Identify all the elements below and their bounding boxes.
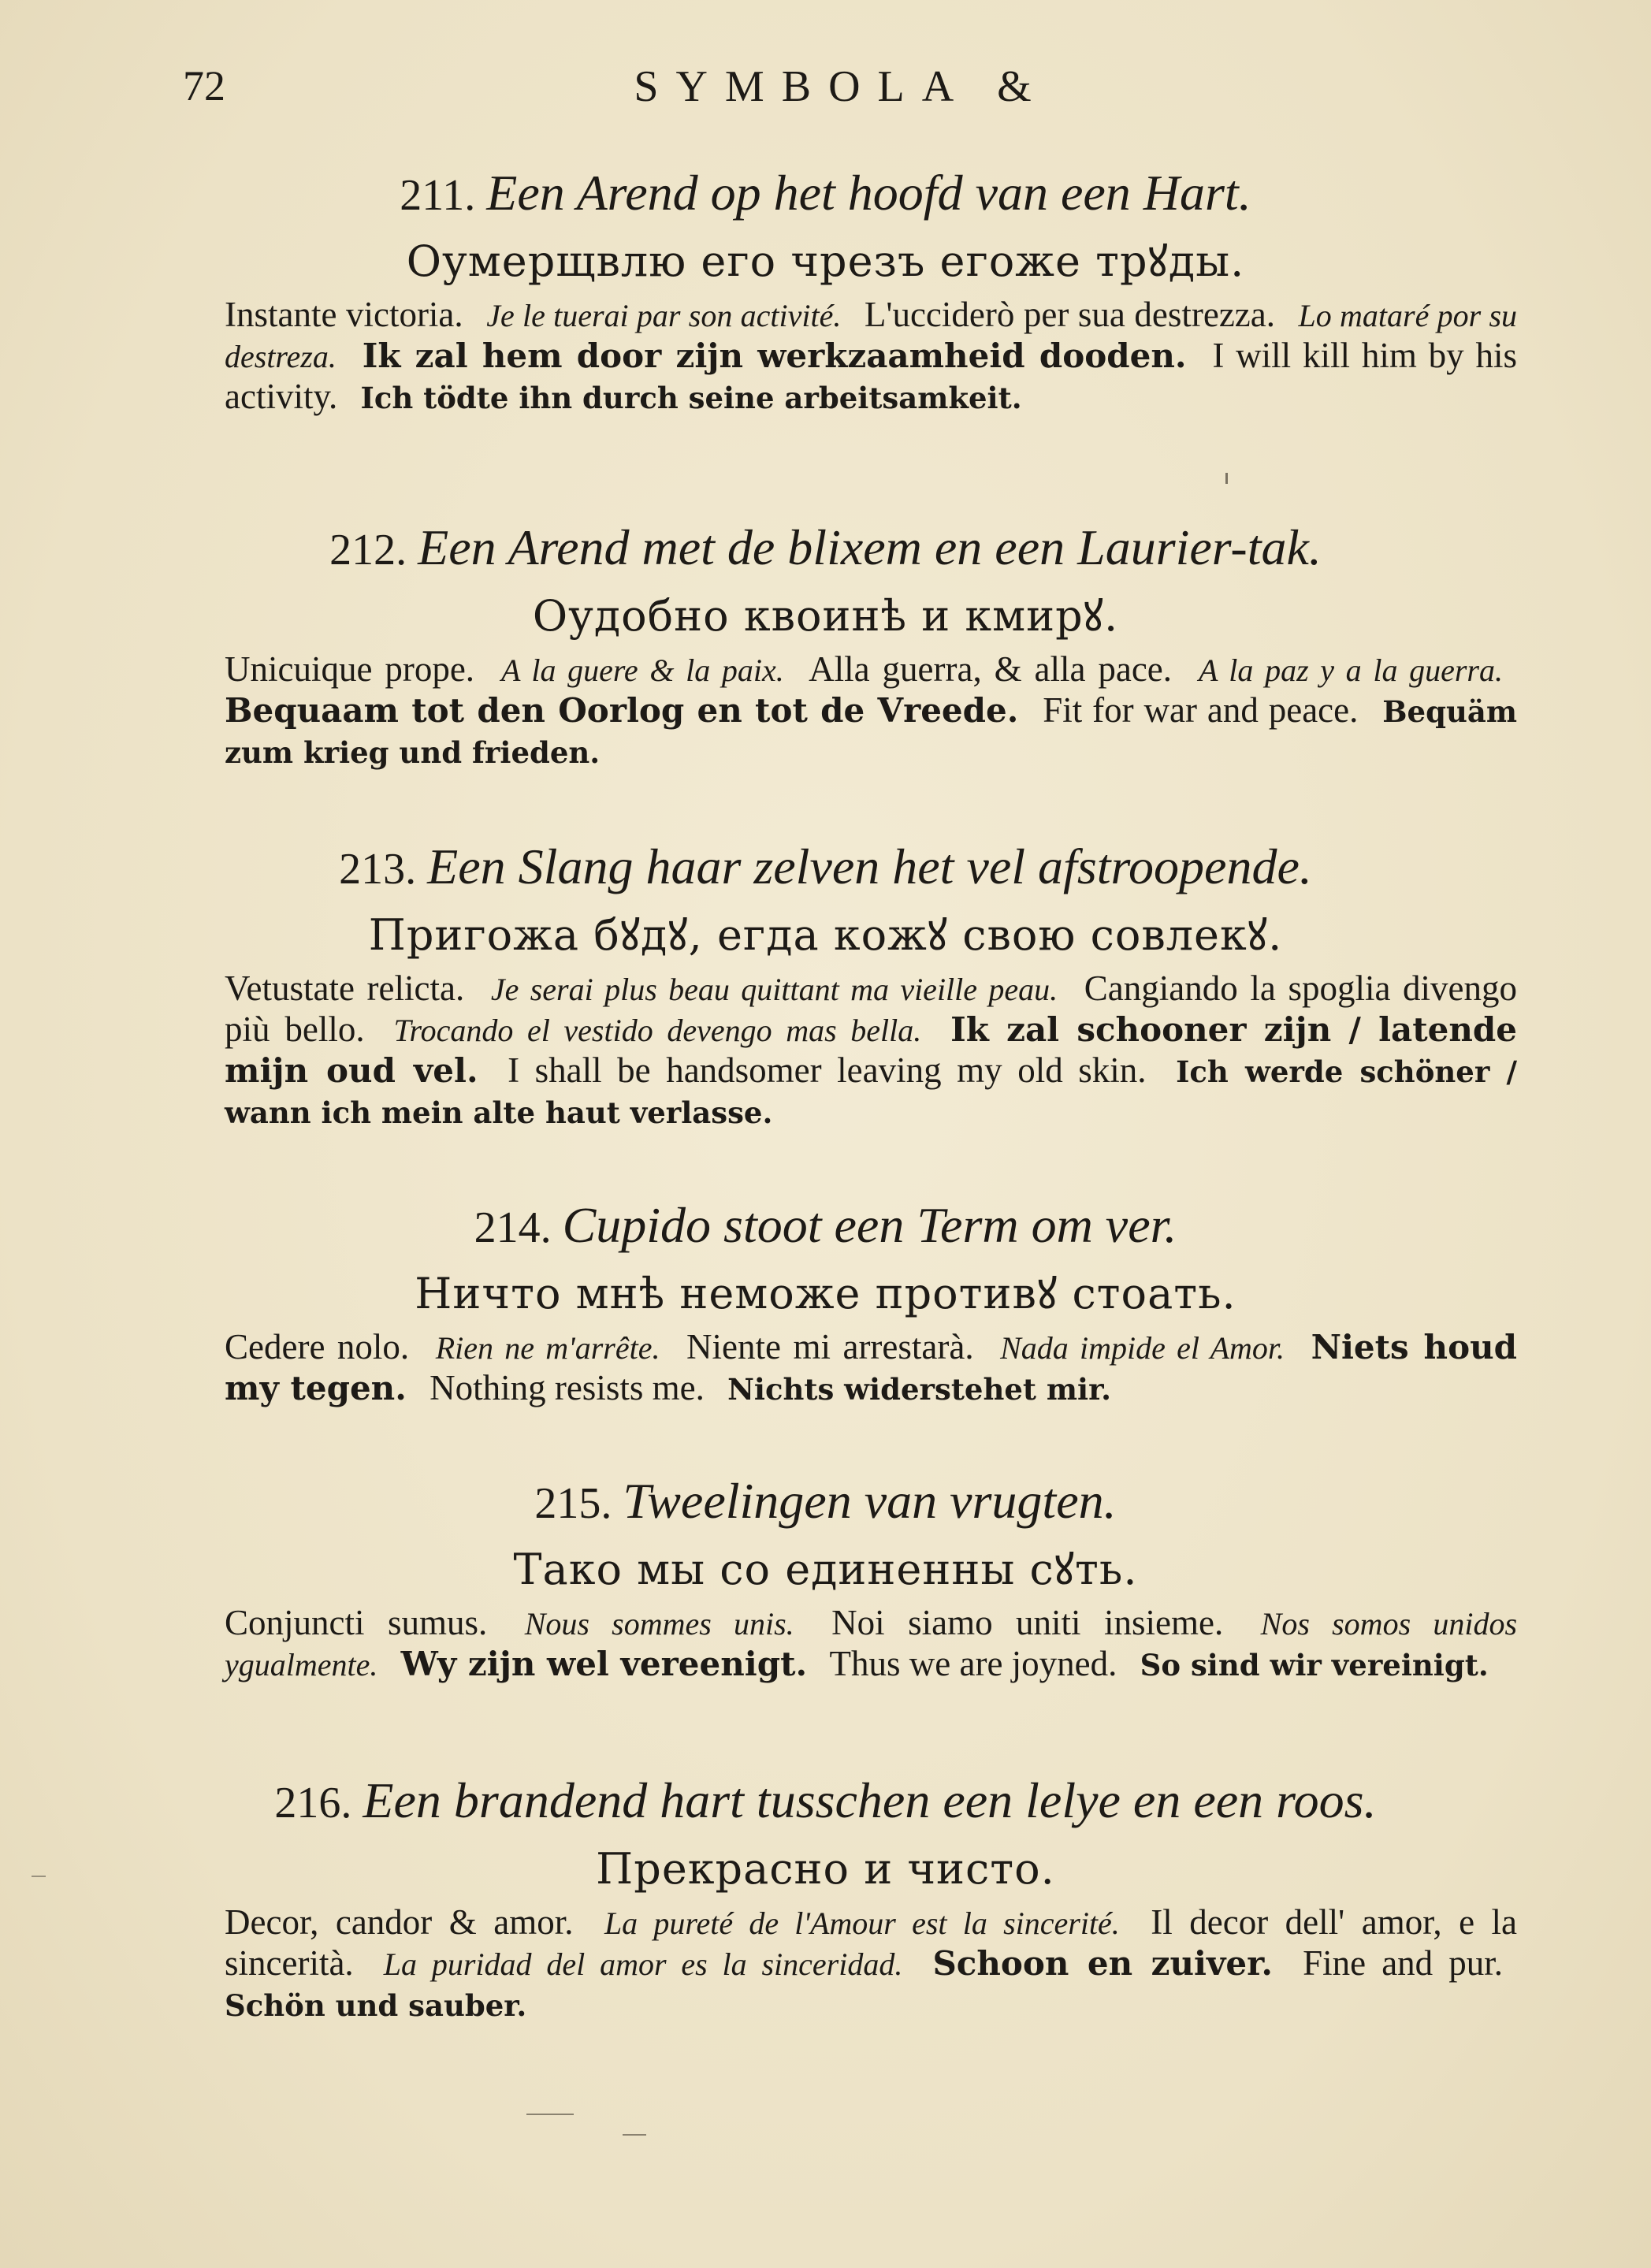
slavonic-motto: Оумерщвлю его чрезъ егоже трꙋды. [406, 236, 1245, 286]
french-motto: Je le tuerai par son activité. [486, 298, 842, 333]
entry-number: 216. [274, 1779, 352, 1827]
english-motto: I shall be handsomer leaving my old skin. [508, 1050, 1147, 1090]
french-motto: A la guere & la paix. [500, 653, 784, 688]
ink-speck [623, 2134, 646, 2136]
spanish-motto: La puridad del amor es la sinceridad. [383, 1946, 903, 1982]
latin-motto: Conjuncti sumus. [225, 1603, 488, 1642]
ink-speck [32, 1876, 46, 1877]
emblem-entry-215 [0, 1470, 1651, 1685]
entry-number: 214. [474, 1203, 552, 1252]
italian-motto: Noi siamo uniti insieme. [831, 1603, 1224, 1642]
dutch-motto: Schoon en zuiver. [932, 1944, 1274, 1983]
german-motto: Bequäm zum krieg und frieden. [225, 694, 1517, 770]
entry-number: 213. [339, 845, 417, 894]
italian-motto: L'ucciderò per sua destrezza. [864, 295, 1275, 334]
entry-heading: Een brandend hart tusschen een lelye en een roos. [363, 1772, 1377, 1828]
german-motto: So sind wir vereinigt. [1140, 1648, 1489, 1682]
entry-heading: Een Arend op het hoofd van een Hart. [486, 165, 1251, 221]
entry-title [0, 162, 1651, 227]
translations [225, 295, 1517, 418]
entry-number: 215. [534, 1479, 612, 1528]
slavonic-motto: Тако мы со единенны сꙋть. [513, 1545, 1138, 1594]
latin-motto: Cedere nolo. [225, 1327, 410, 1366]
dutch-motto: Bequaam tot den Oorlog en tot de Vreede. [225, 691, 1019, 730]
latin-motto: Unicuique prope. [225, 649, 475, 689]
latin-motto: Vetustate relicta. [225, 969, 465, 1008]
spanish-motto: Nada impide el Amor. [1000, 1330, 1285, 1366]
latin-motto: Decor, candor & amor. [225, 1902, 574, 1942]
french-motto: Nous sommes unis. [524, 1606, 794, 1642]
entry-number: 211. [400, 171, 476, 220]
entry-heading: Een Slang haar zelven het vel afstroopende. [427, 838, 1312, 894]
dutch-motto: Wy zijn wel vereenigt. [400, 1645, 808, 1683]
entry-title [0, 1470, 1651, 1535]
entry-number: 212. [329, 526, 407, 574]
italian-motto: Alla guerra, & alla pace. [809, 649, 1173, 689]
dutch-motto: Niets houd my tegen. [225, 1328, 1518, 1407]
slavonic-motto: Ничто мнѣ неможе противꙋ стоать. [415, 1269, 1236, 1318]
entry-title [0, 516, 1651, 582]
english-motto: Fine and pur. [1303, 1943, 1504, 1983]
emblem-entry-212 [0, 516, 1651, 772]
spanish-motto: A la paz y a la guerra. [1198, 653, 1503, 688]
dutch-motto: Ik zal hem door zijn werkzaamheid dooden. [362, 336, 1187, 375]
french-motto: Je serai plus beau quittant ma vieille peau. [490, 972, 1058, 1007]
emblem-entry-211 [0, 162, 1651, 418]
entry-heading: Cupido stoot een Term om ver. [562, 1197, 1177, 1253]
italian-motto: Il decor dell' amor, e la sincerità. [225, 1902, 1518, 1983]
translations [225, 649, 1517, 772]
ink-speck [526, 2114, 574, 2115]
emblem-entry-214 [0, 1194, 1651, 1409]
english-motto: I will kill him by his activity. [225, 336, 1518, 416]
emblem-entry-213 [0, 835, 1651, 1132]
german-motto: Nichts widerstehet mir. [727, 1372, 1112, 1407]
entry-heading: Een Arend met de blixem en een Laurier-tak. [418, 519, 1322, 575]
german-motto: Ich tödte ihn durch seine arbeitsamkeit. [360, 381, 1022, 415]
translations [225, 1327, 1517, 1409]
entry-title [0, 1769, 1651, 1835]
spanish-motto: Trocando el vestido devengo mas bella. [393, 1013, 922, 1048]
german-motto: Schön und sauber. [225, 1988, 527, 2023]
emblem-entry-216 [0, 1769, 1651, 2025]
german-motto: Ich werde schöner / wann ich mein alte haut verlasse. [225, 1054, 1517, 1130]
entry-title [0, 835, 1651, 901]
ink-speck [1225, 473, 1228, 484]
french-motto: Rien ne m'arrête. [435, 1330, 660, 1366]
dutch-motto: Ik zal schooner zijn / latende mijn oud vel. [225, 1010, 1517, 1090]
page-header [0, 61, 1651, 125]
spanish-motto: Nos somos unidos ygualmente. [225, 1606, 1518, 1682]
translations [225, 1603, 1517, 1685]
english-motto: Nothing resists me. [429, 1368, 705, 1407]
entry-heading: Tweelingen van vrugten. [623, 1473, 1117, 1529]
translations [225, 1902, 1517, 2025]
slavonic-motto: Пригожа бꙋдꙋ, егда кожꙋ свою совлекꙋ. [368, 910, 1283, 960]
entry-title [0, 1194, 1651, 1259]
slavonic-motto: Оудобно квоинѣ и кмирꙋ. [532, 591, 1119, 641]
page-number: 72 [183, 62, 225, 110]
latin-motto: Instante victoria. [225, 295, 463, 334]
slavonic-motto: Прекрасно и чисто. [596, 1844, 1055, 1894]
english-motto: Thus we are joyned. [829, 1644, 1117, 1683]
english-motto: Fit for war and peace. [1043, 690, 1359, 730]
french-motto: La pureté de l'Amour est la sincerité. [604, 1905, 1120, 1941]
italian-motto: Cangiando la spoglia divengo più bello. [225, 969, 1518, 1049]
italian-motto: Niente mi arrestarà. [686, 1327, 974, 1366]
running-title: SYMBOLA & [634, 62, 1049, 111]
spanish-motto: Lo mataré por su destreza. [225, 298, 1518, 374]
translations [225, 969, 1517, 1132]
